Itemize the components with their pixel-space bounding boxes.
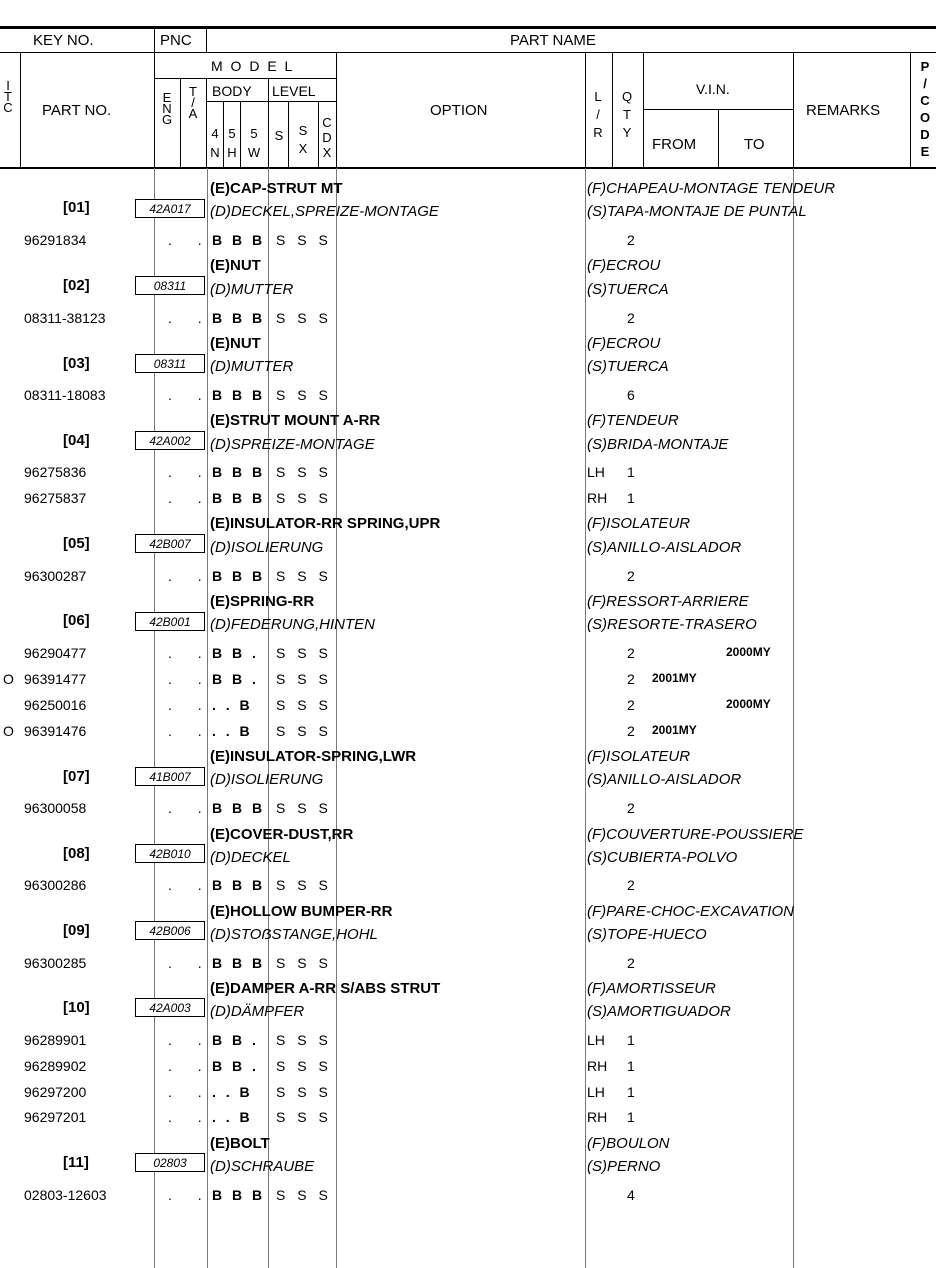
header-vin-from: FROM — [652, 136, 697, 153]
body-codes: B B B — [212, 232, 266, 248]
part-row — [0, 569, 936, 587]
part-row — [0, 233, 936, 251]
body-vline-pno — [154, 168, 155, 1268]
part-number: 96300058 — [24, 800, 87, 816]
level-codes: S S S — [276, 387, 332, 403]
qty: 4 — [627, 1187, 635, 1203]
qty: 1 — [627, 1084, 635, 1100]
vin-from: 2001MY — [652, 671, 697, 685]
vline-to — [718, 109, 719, 167]
key-no: [06] — [63, 612, 90, 629]
body-codes: . . B — [212, 697, 253, 713]
key-no: [09] — [63, 922, 90, 939]
key-no: [07] — [63, 768, 90, 785]
part-row — [0, 698, 936, 716]
eng-ta: . . — [168, 955, 213, 971]
qty: 2 — [627, 645, 635, 661]
part-number: 96391477 — [24, 671, 87, 687]
level-codes: S S S — [276, 464, 332, 480]
name-french: (F)AMORTISSEUR — [587, 980, 716, 997]
qty: 2 — [627, 568, 635, 584]
eng-ta: . . — [168, 645, 213, 661]
vline-option — [336, 52, 337, 167]
level-codes: S S S — [276, 800, 332, 816]
name-spanish: (S)AMORTIGUADOR — [587, 1003, 731, 1020]
name-german: (D)ISOLIERUNG — [210, 539, 324, 556]
name-german: (D)MUTTER — [210, 358, 294, 375]
part-row — [0, 465, 936, 483]
name-german: (D)MUTTER — [210, 281, 294, 298]
qty: 2 — [627, 877, 635, 893]
name-english: (E)NUT — [210, 257, 261, 274]
level-codes: S S S — [276, 1187, 332, 1203]
body-codes: B B B — [212, 955, 266, 971]
body-codes: . . B — [212, 723, 253, 739]
vline-ta — [206, 78, 207, 167]
lr: RH — [587, 1109, 608, 1125]
name-german: (D)FEDERUNG,HINTEN — [210, 616, 375, 633]
part-number: 96275837 — [24, 490, 87, 506]
level-codes: S S S — [276, 1109, 332, 1125]
part-row — [0, 1085, 936, 1103]
vline-remarks — [793, 52, 794, 167]
header-pcode: P / C O D E — [919, 59, 931, 159]
pnc-code: 08311 — [135, 276, 205, 295]
body-codes: B B B — [212, 490, 266, 506]
part-number: 96297201 — [24, 1109, 87, 1125]
top-rule — [0, 26, 936, 29]
name-english: (E)STRUT MOUNT A-RR — [210, 412, 381, 429]
level-codes: S S S — [276, 490, 332, 506]
header-itc: I T C — [3, 78, 13, 115]
vin-to: 2000MY — [726, 645, 771, 659]
body-codes: . . B — [212, 1109, 253, 1125]
body-codes: B B B — [212, 800, 266, 816]
key-no: [01] — [63, 199, 90, 216]
part-row — [0, 311, 936, 329]
pnc-code: 41B007 — [135, 767, 205, 786]
body-codes: B B B — [212, 568, 266, 584]
level-codes: S S S — [276, 723, 332, 739]
name-english: (E)DAMPER A-RR S/ABS STRUT — [210, 980, 441, 997]
header-body-4n: 4 N — [210, 126, 220, 160]
part-row — [0, 672, 936, 690]
header-rule-body — [206, 101, 336, 102]
part-number: 96275836 — [24, 464, 87, 480]
part-row — [0, 646, 936, 664]
name-german: (D)DECKEL — [210, 849, 291, 866]
body-codes: . . B — [212, 1084, 253, 1100]
part-number: 02803-12603 — [24, 1187, 107, 1203]
name-spanish: (S)TUERCA — [587, 281, 669, 298]
level-codes: S S S — [276, 1032, 332, 1048]
key-no: [03] — [63, 355, 90, 372]
level-codes: S S S — [276, 1058, 332, 1074]
name-spanish: (S)BRIDA-MONTAJE — [587, 436, 729, 453]
body-vline-remarks — [793, 168, 794, 1268]
name-english: (E)NUT — [210, 335, 261, 352]
name-german: (D)SPREIZE-MONTAGE — [210, 436, 375, 453]
body-vline-option — [336, 168, 337, 1268]
qty: 1 — [627, 464, 635, 480]
eng-ta: . . — [168, 1084, 213, 1100]
part-number: 96300287 — [24, 568, 87, 584]
vin-from: 2001MY — [652, 723, 697, 737]
part-number: 96300285 — [24, 955, 87, 971]
name-french: (F)ECROU — [587, 335, 661, 352]
qty: 2 — [627, 232, 635, 248]
header-vin: V.I.N. — [696, 81, 730, 97]
key-no: [05] — [63, 535, 90, 552]
vline-eng — [180, 78, 181, 167]
pnc-code: 42B010 — [135, 844, 205, 863]
part-number: 96289901 — [24, 1032, 87, 1048]
name-spanish: (S)RESORTE-TRASERO — [587, 616, 757, 633]
name-french: (F)ECROU — [587, 257, 661, 274]
qty: 2 — [627, 697, 635, 713]
body-codes: B B . — [212, 645, 259, 661]
part-number: 96297200 — [24, 1084, 87, 1100]
eng-ta: . . — [168, 310, 213, 326]
eng-ta: . . — [168, 1032, 213, 1048]
vline-qty — [612, 52, 613, 167]
key-no: [02] — [63, 277, 90, 294]
part-row — [0, 1059, 936, 1077]
itc-mark: O — [3, 723, 14, 739]
body-codes: B B . — [212, 1058, 259, 1074]
qty: 1 — [627, 1032, 635, 1048]
header-option: OPTION — [430, 102, 488, 119]
header-level-sx: S X — [298, 123, 308, 156]
level-codes: S S S — [276, 1084, 332, 1100]
eng-ta: . . — [168, 568, 213, 584]
header-model: M O D E L — [211, 58, 295, 74]
part-row — [0, 1033, 936, 1051]
header-remarks: REMARKS — [806, 102, 881, 119]
part-row — [0, 1110, 936, 1128]
body-vline-pnc — [207, 168, 208, 1268]
name-french: (F)BOULON — [587, 1135, 670, 1152]
name-french: (F)COUVERTURE-POUSSIERE — [587, 826, 804, 843]
vline-pnc — [206, 27, 207, 53]
pnc-code: 42B007 — [135, 534, 205, 553]
part-row — [0, 956, 936, 974]
name-german: (D)STOẞSTANGE,HOHL — [210, 926, 378, 943]
qty: 1 — [627, 1058, 635, 1074]
level-codes: S S S — [276, 568, 332, 584]
header-ta: T / A — [188, 84, 198, 121]
part-number: 08311-38123 — [24, 310, 106, 326]
body-codes: B B . — [212, 1032, 259, 1048]
level-codes: S S S — [276, 232, 332, 248]
body-vline-body — [268, 168, 269, 1268]
body-codes: B B B — [212, 877, 266, 893]
eng-ta: . . — [168, 387, 213, 403]
part-row — [0, 491, 936, 509]
qty: 2 — [627, 310, 635, 326]
name-spanish: (S)TUERCA — [587, 358, 669, 375]
lr: RH — [587, 490, 608, 506]
name-english: (E)CAP-STRUT MT — [210, 180, 343, 197]
level-codes: S S S — [276, 310, 332, 326]
vin-to: 2000MY — [726, 697, 771, 711]
name-french: (F)TENDEUR — [587, 412, 679, 429]
vline-5h — [240, 101, 241, 167]
vline-from — [643, 52, 644, 167]
header-eng: E N G — [161, 90, 173, 127]
header-pnc: PNC — [160, 32, 192, 49]
part-number: 08311-18083 — [24, 387, 106, 403]
name-english: (E)HOLLOW BUMPER-RR — [210, 903, 393, 920]
header-rule-model — [154, 78, 336, 79]
vline-s — [288, 101, 289, 167]
level-codes: S S S — [276, 877, 332, 893]
eng-ta: . . — [168, 1058, 213, 1074]
header-vin-to: TO — [744, 136, 765, 153]
vline-keyno — [154, 27, 155, 167]
pnc-code: 02803 — [135, 1153, 205, 1172]
vline-sx — [318, 101, 319, 167]
key-no: [08] — [63, 845, 90, 862]
header-part-name: PART NAME — [510, 32, 596, 49]
header-body-5h: 5 H — [227, 126, 237, 160]
body-codes: B B . — [212, 671, 259, 687]
lr: LH — [587, 464, 605, 480]
part-number: 96290477 — [24, 645, 87, 661]
part-row — [0, 1188, 936, 1206]
qty: 2 — [627, 723, 635, 739]
name-spanish: (S)PERNO — [587, 1158, 661, 1175]
vline-itc — [20, 52, 21, 167]
part-number: 96300286 — [24, 877, 87, 893]
header-body-5w: 5 W — [247, 126, 261, 160]
qty: 2 — [627, 671, 635, 687]
name-english: (E)INSULATOR-SPRING,LWR — [210, 748, 417, 765]
part-number: 96289902 — [24, 1058, 87, 1074]
body-codes: B B B — [212, 1187, 266, 1203]
qty: 2 — [627, 955, 635, 971]
header-lr: L / R — [593, 89, 603, 140]
header-key-no: KEY NO. — [33, 32, 94, 49]
part-row — [0, 724, 936, 742]
part-number: 96250016 — [24, 697, 87, 713]
eng-ta: . . — [168, 464, 213, 480]
part-number: 96291834 — [24, 232, 87, 248]
header-rule-bottom — [0, 167, 936, 169]
qty: 6 — [627, 387, 635, 403]
name-french: (F)RESSORT-ARRIERE — [587, 593, 749, 610]
header-rule-1 — [0, 52, 936, 53]
name-spanish: (S)CUBIERTA-POLVO — [587, 849, 738, 866]
header-body: BODY — [212, 83, 252, 99]
name-english: (E)BOLT — [210, 1135, 270, 1152]
name-french: (F)CHAPEAU-MONTAGE TENDEUR — [587, 180, 836, 197]
pnc-code: 42B001 — [135, 612, 205, 631]
name-spanish: (S)ANILLO-AISLADOR — [587, 539, 742, 556]
key-no: [04] — [63, 432, 90, 449]
name-french: (F)PARE-CHOC-EXCAVATION — [587, 903, 794, 920]
body-codes: B B B — [212, 387, 266, 403]
name-english: (E)SPRING-RR — [210, 593, 315, 610]
eng-ta: . . — [168, 671, 213, 687]
eng-ta: . . — [168, 697, 213, 713]
pnc-code: 42A017 — [135, 199, 205, 218]
vline-body — [268, 78, 269, 167]
body-codes: B B B — [212, 464, 266, 480]
key-no: [11] — [63, 1154, 89, 1171]
name-spanish: (S)TAPA-MONTAJE DE PUNTAL — [587, 203, 807, 220]
key-no: [10] — [63, 999, 90, 1016]
eng-ta: . . — [168, 877, 213, 893]
pnc-code: 42A002 — [135, 431, 205, 450]
eng-ta: . . — [168, 1187, 213, 1203]
vline-lr — [585, 52, 586, 167]
name-french: (F)ISOLATEUR — [587, 748, 691, 765]
name-german: (D)ISOLIERUNG — [210, 771, 324, 788]
level-codes: S S S — [276, 671, 332, 687]
vline-4n — [223, 101, 224, 167]
level-codes: S S S — [276, 697, 332, 713]
header-part-no: PART NO. — [42, 102, 112, 119]
part-row — [0, 878, 936, 896]
header-level: LEVEL — [272, 83, 316, 99]
eng-ta: . . — [168, 800, 213, 816]
lr: LH — [587, 1032, 605, 1048]
name-german: (D)DÄMPFER — [210, 1003, 305, 1020]
lr: RH — [587, 1058, 608, 1074]
header-qty: Q T Y — [621, 89, 633, 140]
name-spanish: (S)ANILLO-AISLADOR — [587, 771, 742, 788]
qty: 2 — [627, 800, 635, 816]
qty: 1 — [627, 490, 635, 506]
eng-ta: . . — [168, 723, 213, 739]
name-french: (F)ISOLATEUR — [587, 515, 691, 532]
body-vline-lr — [585, 168, 586, 1268]
part-number: 96391476 — [24, 723, 87, 739]
qty: 1 — [627, 1109, 635, 1125]
level-codes: S S S — [276, 645, 332, 661]
eng-ta: . . — [168, 232, 213, 248]
pnc-code: 08311 — [135, 354, 205, 373]
pnc-code: 42B006 — [135, 921, 205, 940]
pnc-code: 42A003 — [135, 998, 205, 1017]
part-row — [0, 801, 936, 819]
part-row — [0, 388, 936, 406]
name-english: (E)COVER-DUST,RR — [210, 826, 354, 843]
vline-pcode — [910, 52, 911, 167]
itc-mark: O — [3, 671, 14, 687]
header-level-s: S — [274, 128, 284, 143]
name-spanish: (S)TOPE-HUECO — [587, 926, 707, 943]
name-german: (D)DECKEL,SPREIZE-MONTAGE — [210, 203, 439, 220]
eng-ta: . . — [168, 490, 213, 506]
level-codes: S S S — [276, 955, 332, 971]
header-level-cdx: C D X — [322, 115, 332, 160]
lr: LH — [587, 1084, 605, 1100]
body-codes: B B B — [212, 310, 266, 326]
name-german: (D)SCHRAUBE — [210, 1158, 315, 1175]
name-english: (E)INSULATOR-RR SPRING,UPR — [210, 515, 441, 532]
eng-ta: . . — [168, 1109, 213, 1125]
